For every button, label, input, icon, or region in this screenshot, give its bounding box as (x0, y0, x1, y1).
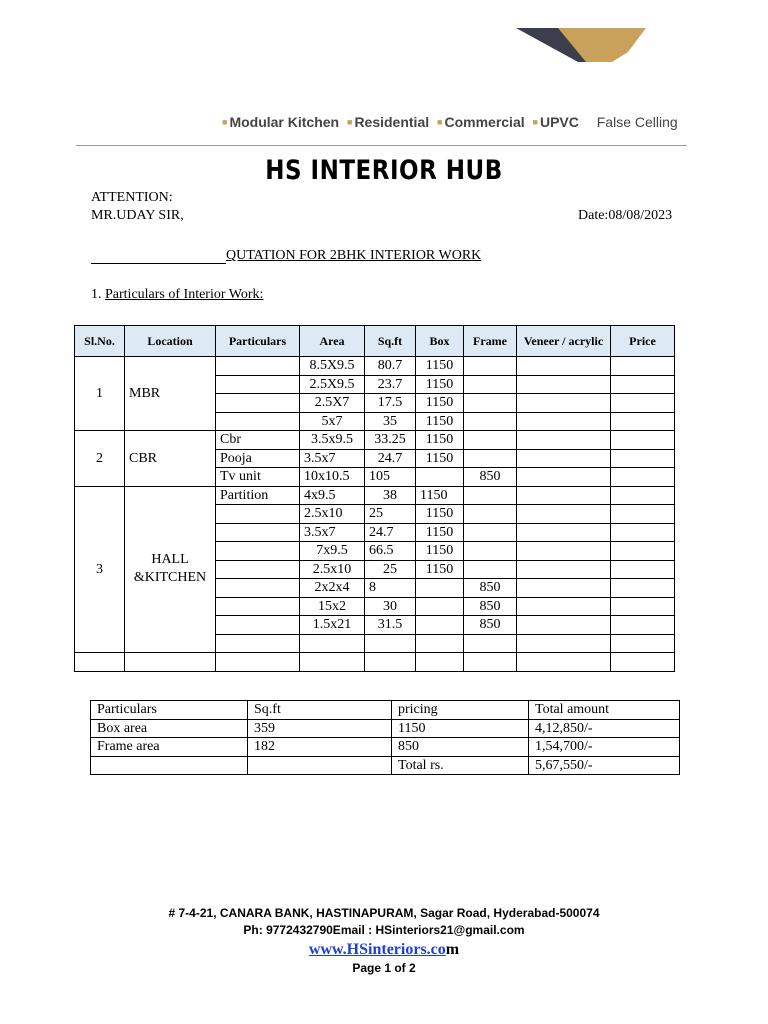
location: CBR (125, 431, 216, 487)
service-item: Commercial (444, 114, 525, 130)
company-logo (512, 26, 648, 66)
area-cell: 3.5x9.5 (300, 431, 365, 450)
sqft-cell: 8 (365, 579, 416, 598)
price-cell (611, 634, 675, 653)
box-cell: 1150 (416, 357, 464, 376)
price-cell (611, 616, 675, 635)
column-header: Particulars (216, 326, 300, 357)
table-header-row (75, 326, 675, 357)
frame-cell: 850 (464, 579, 517, 598)
summary-header: pricing (392, 701, 529, 720)
frame-cell (464, 431, 517, 450)
veneer-cell (517, 523, 611, 542)
sqft-cell: 33.25 (365, 431, 416, 450)
price-cell (611, 560, 675, 579)
particulars-cell (216, 579, 300, 598)
veneer-cell (517, 431, 611, 450)
frame-cell (464, 634, 517, 653)
frame-cell (464, 357, 517, 376)
summary-header: Sq.ft (248, 701, 392, 720)
attention-label: ATTENTION: (91, 190, 173, 205)
bullet-square-icon: ■ (437, 117, 443, 127)
particulars-cell (216, 375, 300, 394)
serial-number: 2 (75, 431, 125, 487)
empty-cell (216, 653, 300, 672)
bullet-square-icon: ■ (532, 117, 538, 127)
area-cell: 10x10.5 (300, 468, 365, 487)
summary-row (91, 719, 680, 738)
summary-cell: 1,54,700/- (529, 738, 680, 757)
box-cell (416, 579, 464, 598)
sqft-cell: 25 (365, 505, 416, 524)
empty-cell (365, 653, 416, 672)
veneer-cell (517, 597, 611, 616)
box-cell (416, 634, 464, 653)
price-cell (611, 431, 675, 450)
column-header: Location (125, 326, 216, 357)
box-cell: 1150 (416, 560, 464, 579)
empty-cell (517, 653, 611, 672)
summary-total-row (91, 756, 680, 775)
summary-table (90, 700, 680, 775)
summary-cell: 5,67,550/- (529, 756, 680, 775)
price-cell (611, 579, 675, 598)
column-header: Box (416, 326, 464, 357)
particulars-cell: Pooja (216, 449, 300, 468)
veneer-cell (517, 449, 611, 468)
veneer-cell (517, 468, 611, 487)
company-title: HS INTERIOR HUB (265, 156, 503, 186)
box-cell: 1150 (416, 505, 464, 524)
sqft-cell: 80.7 (365, 357, 416, 376)
sqft-cell: 38 (365, 486, 416, 505)
frame-cell: 850 (464, 597, 517, 616)
area-cell: 3.5x7 (300, 449, 365, 468)
particulars-cell (216, 560, 300, 579)
area-cell: 1.5x21 (300, 616, 365, 635)
empty-cell (125, 653, 216, 672)
box-cell: 1150 (416, 375, 464, 394)
sqft-cell: 25 (365, 560, 416, 579)
area-cell: 4x9.5 (300, 486, 365, 505)
box-cell (416, 468, 464, 487)
price-cell (611, 375, 675, 394)
sqft-cell: 24.7 (365, 449, 416, 468)
veneer-cell (517, 542, 611, 561)
price-cell (611, 357, 675, 376)
frame-cell: 850 (464, 616, 517, 635)
veneer-cell (517, 357, 611, 376)
veneer-cell (517, 579, 611, 598)
box-cell (416, 597, 464, 616)
area-cell: 7x9.5 (300, 542, 365, 561)
veneer-cell (517, 486, 611, 505)
sqft-cell: 66.5 (365, 542, 416, 561)
sqft-cell (365, 634, 416, 653)
sqft-cell: 17.5 (365, 394, 416, 413)
summary-cell: 4,12,850/- (529, 719, 680, 738)
veneer-cell (517, 616, 611, 635)
serial-number: 3 (75, 486, 125, 653)
summary-header: Total amount (529, 701, 680, 720)
frame-cell (464, 449, 517, 468)
summary-cell: Total rs. (392, 756, 529, 775)
price-cell (611, 542, 675, 561)
location: MBR (125, 357, 216, 431)
price-cell (611, 597, 675, 616)
service-item: Residential (354, 114, 430, 130)
summary-cell: Box area (91, 719, 248, 738)
bullet-square-icon: ■ (347, 117, 353, 127)
quotation-subject: QUTATION FOR 2BHK INTERIOR WORK (226, 248, 482, 263)
price-cell (611, 394, 675, 413)
particulars-cell (216, 634, 300, 653)
column-header: Frame (464, 326, 517, 357)
location: HALL &KITCHEN (125, 486, 216, 653)
table-row (75, 357, 675, 376)
sqft-cell: 24.7 (365, 523, 416, 542)
frame-cell (464, 412, 517, 431)
frame-cell (464, 523, 517, 542)
price-cell (611, 486, 675, 505)
table-row (75, 486, 675, 505)
area-cell: 2x2x4 (300, 579, 365, 598)
particulars-cell (216, 412, 300, 431)
price-cell (611, 505, 675, 524)
particulars-cell (216, 505, 300, 524)
summary-header: Particulars (91, 701, 248, 720)
price-cell (611, 468, 675, 487)
frame-cell (464, 375, 517, 394)
box-cell: 1150 (416, 394, 464, 413)
veneer-cell (517, 375, 611, 394)
particulars-table (74, 325, 675, 672)
area-cell: 2.5X7 (300, 394, 365, 413)
particulars-cell (216, 542, 300, 561)
column-header: Price (611, 326, 675, 357)
particulars-cell (216, 357, 300, 376)
empty-cell (300, 653, 365, 672)
service-item: UPVC (539, 114, 579, 130)
frame-cell: 850 (464, 468, 517, 487)
veneer-cell (517, 394, 611, 413)
summary-cell: 359 (248, 719, 392, 738)
section-number: 1. (91, 287, 102, 302)
sqft-cell: 105 (365, 468, 416, 487)
section-title: Particulars of Interior Work: (105, 287, 264, 302)
service-item: Modular Kitchen (229, 114, 340, 130)
summary-cell: 1150 (392, 719, 529, 738)
particulars-cell: Partition (216, 486, 300, 505)
area-cell: 2.5x10 (300, 505, 365, 524)
summary-header-row (91, 701, 680, 720)
quotation-date: Date:08/08/2023 (578, 208, 673, 223)
footer-contact: Ph: 9772432790Email : HSinteriors21@gmail.com (243, 923, 525, 937)
box-cell: 1150 (416, 431, 464, 450)
footer-address: # 7-4-21, CANARA BANK, HASTINAPURAM, Sagar Road, Hyderabad-500074 (168, 906, 600, 920)
veneer-cell (517, 634, 611, 653)
veneer-cell (517, 412, 611, 431)
subject-underline (91, 263, 226, 264)
column-header: Area (300, 326, 365, 357)
serial-number: 1 (75, 357, 125, 431)
service-item: False Celling (596, 114, 678, 130)
particulars-cell: Cbr (216, 431, 300, 450)
summary-cell: Frame area (91, 738, 248, 757)
recipient-name: MR.UDAY SIR, (91, 208, 184, 223)
price-cell (611, 412, 675, 431)
column-header: Sq.ft (365, 326, 416, 357)
column-header: Sl.No. (75, 326, 125, 357)
particulars-cell (216, 523, 300, 542)
services-line (222, 114, 678, 130)
box-cell: 1150 (416, 486, 464, 505)
area-cell: 8.5X9.5 (300, 357, 365, 376)
sqft-cell: 31.5 (365, 616, 416, 635)
website-link[interactable]: www.HSinteriors.co (308, 941, 446, 958)
summary-cell (248, 756, 392, 775)
empty-cell (464, 653, 517, 672)
footer-website (0, 941, 768, 959)
box-cell (416, 616, 464, 635)
summary-cell: 850 (392, 738, 529, 757)
table-row-empty (75, 653, 675, 672)
header-divider (76, 145, 687, 146)
frame-cell (464, 542, 517, 561)
area-cell: 5x7 (300, 412, 365, 431)
area-cell: 3.5x7 (300, 523, 365, 542)
particulars-cell (216, 394, 300, 413)
sqft-cell: 30 (365, 597, 416, 616)
price-cell (611, 523, 675, 542)
veneer-cell (517, 560, 611, 579)
empty-cell (416, 653, 464, 672)
sqft-cell: 23.7 (365, 375, 416, 394)
area-cell (300, 634, 365, 653)
empty-cell (611, 653, 675, 672)
particulars-cell: Tv unit (216, 468, 300, 487)
box-cell: 1150 (416, 449, 464, 468)
summary-cell (91, 756, 248, 775)
frame-cell (464, 486, 517, 505)
column-header: Veneer / acrylic (517, 326, 611, 357)
box-cell: 1150 (416, 523, 464, 542)
website-tail: m (445, 941, 460, 958)
area-cell: 2.5x10 (300, 560, 365, 579)
summary-row (91, 738, 680, 757)
page-number: Page 1 of 2 (352, 961, 416, 975)
particulars-cell (216, 616, 300, 635)
price-cell (611, 449, 675, 468)
sqft-cell: 35 (365, 412, 416, 431)
box-cell: 1150 (416, 542, 464, 561)
area-cell: 2.5X9.5 (300, 375, 365, 394)
table-row (75, 431, 675, 450)
summary-cell: 182 (248, 738, 392, 757)
empty-cell (75, 653, 125, 672)
veneer-cell (517, 505, 611, 524)
frame-cell (464, 560, 517, 579)
frame-cell (464, 394, 517, 413)
area-cell: 15x2 (300, 597, 365, 616)
frame-cell (464, 505, 517, 524)
box-cell: 1150 (416, 412, 464, 431)
bullet-square-icon: ■ (222, 117, 228, 127)
particulars-cell (216, 597, 300, 616)
